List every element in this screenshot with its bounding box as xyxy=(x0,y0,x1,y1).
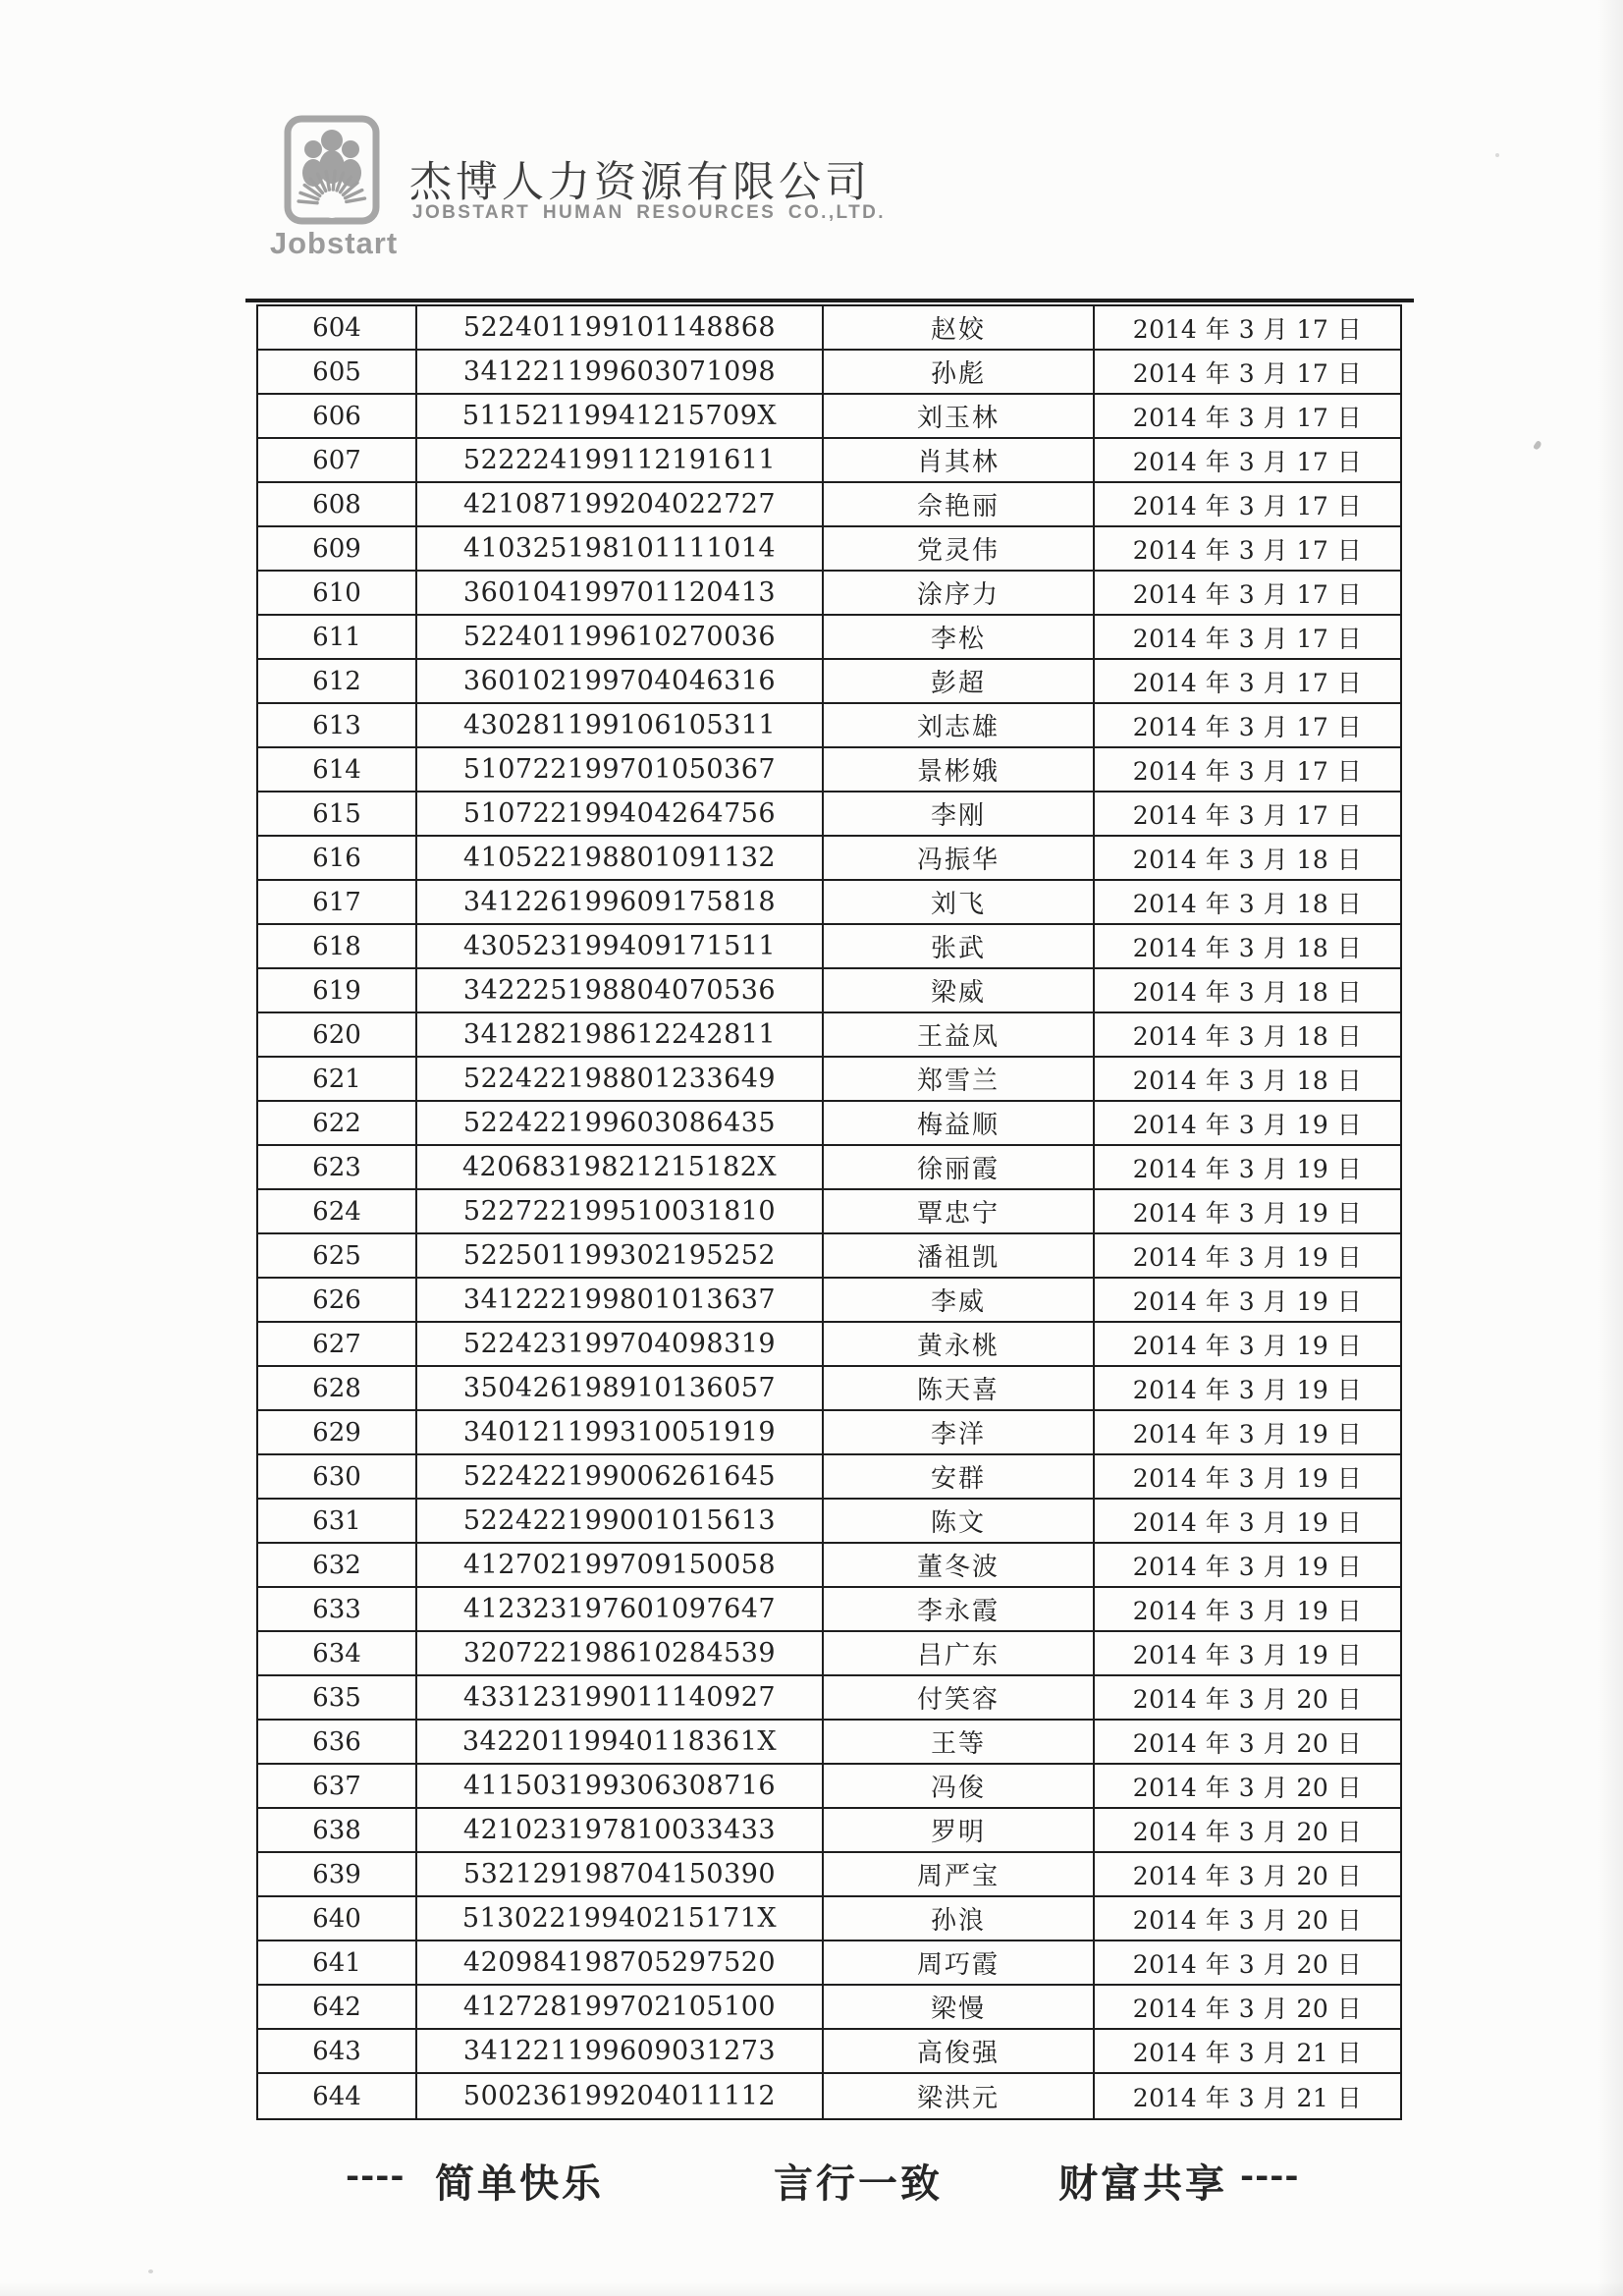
cell-id: 522422199006261645 xyxy=(417,1455,824,1498)
cell-id: 532129198704150390 xyxy=(417,1853,824,1895)
cell-name: 梁威 xyxy=(824,969,1095,1011)
cell-id: 522722199510031810 xyxy=(417,1190,824,1232)
cell-id: 42068319821215182X xyxy=(417,1146,824,1188)
cell-no: 613 xyxy=(258,704,417,746)
cell-date: 2014 年 3 月 17 日 xyxy=(1132,800,1363,830)
roster-table-body xyxy=(258,306,1400,2118)
cell-no: 620 xyxy=(258,1013,417,1056)
cell-id: 522401199610270036 xyxy=(417,616,824,658)
cell-no: 614 xyxy=(258,748,417,791)
cell-date: 2014 年 3 月 17 日 xyxy=(1132,314,1363,344)
cell-date: 2014 年 3 月 18 日 xyxy=(1132,933,1363,962)
cell-no: 626 xyxy=(258,1279,417,1321)
cell-no: 624 xyxy=(258,1190,417,1232)
jobstart-logo-icon xyxy=(283,114,381,226)
table-row xyxy=(258,1676,1400,1721)
cell-name: 罗明 xyxy=(824,1809,1095,1851)
table-row xyxy=(258,572,1400,616)
cell-date: 2014 年 3 月 18 日 xyxy=(1132,1021,1363,1051)
cell-no: 633 xyxy=(258,1588,417,1630)
cell-name: 孙浪 xyxy=(824,1897,1095,1940)
cell-date: 2014 年 3 月 17 日 xyxy=(1132,624,1363,653)
cell-name: 李洋 xyxy=(824,1411,1095,1453)
cell-date: 2014 年 3 月 17 日 xyxy=(1132,712,1363,741)
cell-id: 342225198804070536 xyxy=(417,969,824,1011)
cell-date: 2014 年 3 月 19 日 xyxy=(1132,1419,1363,1449)
table-row xyxy=(258,2030,1400,2074)
cell-id: 522422199603086435 xyxy=(417,1102,824,1144)
cell-name: 梁洪元 xyxy=(824,2074,1095,2118)
table-row xyxy=(258,1500,1400,1544)
cell-date: 2014 年 3 月 19 日 xyxy=(1132,1507,1363,1537)
cell-name: 王益凤 xyxy=(824,1013,1095,1056)
cell-name: 梅益顺 xyxy=(824,1102,1095,1144)
table-row xyxy=(258,1455,1400,1500)
cell-id: 522501199302195252 xyxy=(417,1234,824,1277)
cell-date: 2014 年 3 月 17 日 xyxy=(1132,756,1363,786)
table-row xyxy=(258,969,1400,1013)
cell-date: 2014 年 3 月 17 日 xyxy=(1132,447,1363,476)
cell-no: 607 xyxy=(258,439,417,481)
cell-name: 刘玉林 xyxy=(824,395,1095,437)
cell-date: 2014 年 3 月 21 日 xyxy=(1132,2038,1363,2067)
cell-date: 2014 年 3 月 18 日 xyxy=(1132,977,1363,1007)
cell-no: 643 xyxy=(258,2030,417,2072)
cell-name: 赵姣 xyxy=(824,306,1095,349)
table-row xyxy=(258,1544,1400,1588)
cell-no: 642 xyxy=(258,1986,417,2028)
table-row xyxy=(258,1367,1400,1411)
cell-date: 2014 年 3 月 20 日 xyxy=(1132,1817,1363,1846)
cell-date: 2014 年 3 月 18 日 xyxy=(1132,1066,1363,1095)
cell-date: 2014 年 3 月 17 日 xyxy=(1132,403,1363,432)
cell-name: 李威 xyxy=(824,1279,1095,1321)
cell-id: 430523199409171511 xyxy=(417,925,824,967)
cell-name: 董冬波 xyxy=(824,1544,1095,1586)
cell-date: 2014 年 3 月 19 日 xyxy=(1132,1640,1363,1669)
table-row xyxy=(258,2074,1400,2118)
cell-no: 627 xyxy=(258,1323,417,1365)
cell-no: 618 xyxy=(258,925,417,967)
cell-date: 2014 年 3 月 20 日 xyxy=(1132,1861,1363,1890)
cell-id: 412323197601097647 xyxy=(417,1588,824,1630)
cell-id: 430281199106105311 xyxy=(417,704,824,746)
cell-id: 421023197810033433 xyxy=(417,1809,824,1851)
cell-date: 2014 年 3 月 20 日 xyxy=(1132,1728,1363,1758)
cell-name: 付笑容 xyxy=(824,1676,1095,1719)
cell-id: 34220119940118361X xyxy=(417,1721,824,1763)
cell-name: 潘祖凯 xyxy=(824,1234,1095,1277)
cell-name: 徐丽霞 xyxy=(824,1146,1095,1188)
table-row xyxy=(258,1941,1400,1986)
cell-id: 522422198801233649 xyxy=(417,1058,824,1100)
cell-name: 佘艳丽 xyxy=(824,483,1095,525)
cell-id: 421087199204022727 xyxy=(417,483,824,525)
cell-id: 360102199704046316 xyxy=(417,660,824,702)
roster-table xyxy=(256,304,1402,2120)
cell-name: 党灵伟 xyxy=(824,527,1095,570)
cell-date: 2014 年 3 月 17 日 xyxy=(1132,491,1363,520)
cell-no: 641 xyxy=(258,1941,417,1984)
table-row xyxy=(258,306,1400,351)
table-row xyxy=(258,1411,1400,1455)
cell-no: 608 xyxy=(258,483,417,525)
table-row xyxy=(258,1986,1400,2030)
cell-no: 639 xyxy=(258,1853,417,1895)
table-row xyxy=(258,1058,1400,1102)
cell-name: 刘志雄 xyxy=(824,704,1095,746)
cell-date: 2014 年 3 月 18 日 xyxy=(1132,889,1363,918)
cell-name: 肖其林 xyxy=(824,439,1095,481)
scan-edge-shade xyxy=(0,2282,1623,2296)
cell-date: 2014 年 3 月 21 日 xyxy=(1132,2083,1363,2112)
table-row xyxy=(258,1897,1400,1941)
cell-date: 2014 年 3 月 19 日 xyxy=(1132,1552,1363,1581)
table-row xyxy=(258,1013,1400,1058)
footer-slogan-1: 简单快乐 xyxy=(435,2160,604,2207)
cell-no: 625 xyxy=(258,1234,417,1277)
cell-name: 冯俊 xyxy=(824,1765,1095,1807)
cell-id: 340121199310051919 xyxy=(417,1411,824,1453)
table-row xyxy=(258,439,1400,483)
cell-no: 640 xyxy=(258,1897,417,1940)
cell-id: 433123199011140927 xyxy=(417,1676,824,1719)
cell-name: 周巧霞 xyxy=(824,1941,1095,1984)
cell-id: 350426198910136057 xyxy=(417,1367,824,1409)
cell-id: 522224199112191611 xyxy=(417,439,824,481)
cell-no: 635 xyxy=(258,1676,417,1719)
footer-slogan-3: 财富共享 xyxy=(1058,2160,1227,2207)
table-row xyxy=(258,616,1400,660)
table-row xyxy=(258,1588,1400,1632)
cell-name: 吕广东 xyxy=(824,1632,1095,1674)
cell-id: 51302219940215171X xyxy=(417,1897,824,1940)
cell-id: 510722199404264756 xyxy=(417,793,824,835)
cell-no: 611 xyxy=(258,616,417,658)
cell-name: 景彬娥 xyxy=(824,748,1095,791)
cell-no: 605 xyxy=(258,351,417,393)
table-row xyxy=(258,351,1400,395)
cell-id: 341282198612242811 xyxy=(417,1013,824,1056)
table-row xyxy=(258,483,1400,527)
cell-date: 2014 年 3 月 17 日 xyxy=(1132,668,1363,697)
cell-no: 637 xyxy=(258,1765,417,1807)
cell-no: 616 xyxy=(258,837,417,879)
cell-date: 2014 年 3 月 20 日 xyxy=(1132,1684,1363,1714)
cell-name: 周严宝 xyxy=(824,1853,1095,1895)
cell-no: 631 xyxy=(258,1500,417,1542)
cell-id: 410522198801091132 xyxy=(417,837,824,879)
cell-name: 陈文 xyxy=(824,1500,1095,1542)
cell-no: 630 xyxy=(258,1455,417,1498)
cell-no: 609 xyxy=(258,527,417,570)
scan-speck xyxy=(148,2269,153,2273)
footer-slogan-2: 言行一致 xyxy=(774,2160,943,2207)
table-row xyxy=(258,748,1400,793)
cell-id: 510722199701050367 xyxy=(417,748,824,791)
cell-no: 644 xyxy=(258,2074,417,2118)
cell-name: 涂序力 xyxy=(824,572,1095,614)
cell-id: 341221199603071098 xyxy=(417,351,824,393)
cell-no: 636 xyxy=(258,1721,417,1763)
cell-date: 2014 年 3 月 19 日 xyxy=(1132,1596,1363,1625)
cell-no: 632 xyxy=(258,1544,417,1586)
cell-no: 612 xyxy=(258,660,417,702)
cell-id: 410325198101111014 xyxy=(417,527,824,570)
cell-name: 彭超 xyxy=(824,660,1095,702)
cell-date: 2014 年 3 月 19 日 xyxy=(1132,1198,1363,1228)
table-row xyxy=(258,1632,1400,1676)
footer-dash-left: ---- xyxy=(346,2157,406,2196)
cell-name: 黄永桃 xyxy=(824,1323,1095,1365)
logo-wordmark: Jobstart xyxy=(269,226,399,260)
cell-name: 李刚 xyxy=(824,793,1095,835)
cell-date: 2014 年 3 月 17 日 xyxy=(1132,535,1363,565)
cell-name: 安群 xyxy=(824,1455,1095,1498)
cell-date: 2014 年 3 月 20 日 xyxy=(1132,1773,1363,1802)
table-row xyxy=(258,527,1400,572)
table-row xyxy=(258,1809,1400,1853)
company-name-zh: 杰博人力资源有限公司 xyxy=(409,159,871,206)
cell-id: 522422199001015613 xyxy=(417,1500,824,1542)
cell-date: 2014 年 3 月 19 日 xyxy=(1132,1331,1363,1360)
table-row xyxy=(258,704,1400,748)
cell-no: 621 xyxy=(258,1058,417,1100)
table-row xyxy=(258,1279,1400,1323)
cell-no: 634 xyxy=(258,1632,417,1674)
cell-no: 628 xyxy=(258,1367,417,1409)
cell-date: 2014 年 3 月 19 日 xyxy=(1132,1375,1363,1404)
cell-id: 522423199704098319 xyxy=(417,1323,824,1365)
scan-edge-shade xyxy=(1597,0,1623,2296)
cell-no: 617 xyxy=(258,881,417,923)
cell-no: 622 xyxy=(258,1102,417,1144)
cell-no: 629 xyxy=(258,1411,417,1453)
table-row xyxy=(258,1323,1400,1367)
cell-name: 王等 xyxy=(824,1721,1095,1763)
cell-id: 320722198610284539 xyxy=(417,1632,824,1674)
cell-id: 341222199801013637 xyxy=(417,1279,824,1321)
footer-dash-right: ---- xyxy=(1240,2157,1300,2196)
table-row xyxy=(258,1102,1400,1146)
table-row xyxy=(258,660,1400,704)
cell-date: 2014 年 3 月 19 日 xyxy=(1132,1242,1363,1272)
table-row xyxy=(258,925,1400,969)
cell-date: 2014 年 3 月 19 日 xyxy=(1132,1110,1363,1139)
cell-date: 2014 年 3 月 19 日 xyxy=(1132,1154,1363,1183)
cell-no: 615 xyxy=(258,793,417,835)
cell-no: 604 xyxy=(258,306,417,349)
cell-name: 李松 xyxy=(824,616,1095,658)
cell-date: 2014 年 3 月 20 日 xyxy=(1132,1949,1363,1979)
cell-date: 2014 年 3 月 19 日 xyxy=(1132,1286,1363,1316)
cell-date: 2014 年 3 月 19 日 xyxy=(1132,1463,1363,1493)
scan-speck xyxy=(1495,153,1499,157)
cell-name: 张武 xyxy=(824,925,1095,967)
cell-name: 刘飞 xyxy=(824,881,1095,923)
cell-date: 2014 年 3 月 20 日 xyxy=(1132,1905,1363,1935)
cell-id: 341226199609175818 xyxy=(417,881,824,923)
cell-no: 638 xyxy=(258,1809,417,1851)
table-row xyxy=(258,1190,1400,1234)
cell-no: 623 xyxy=(258,1146,417,1188)
cell-id: 412702199709150058 xyxy=(417,1544,824,1586)
table-row xyxy=(258,1853,1400,1897)
cell-no: 619 xyxy=(258,969,417,1011)
cell-date: 2014 年 3 月 18 日 xyxy=(1132,845,1363,874)
cell-id: 360104199701120413 xyxy=(417,572,824,614)
cell-id: 51152119941215709X xyxy=(417,395,824,437)
table-row xyxy=(258,1146,1400,1190)
cell-id: 412728199702105100 xyxy=(417,1986,824,2028)
table-row xyxy=(258,1765,1400,1809)
cell-id: 341221199609031273 xyxy=(417,2030,824,2072)
cell-id: 411503199306308716 xyxy=(417,1765,824,1807)
table-top-rule xyxy=(245,299,1414,302)
cell-date: 2014 年 3 月 20 日 xyxy=(1132,1994,1363,2023)
table-row xyxy=(258,881,1400,925)
cell-name: 冯振华 xyxy=(824,837,1095,879)
table-row xyxy=(258,1721,1400,1765)
table-row xyxy=(258,837,1400,881)
company-name-en: JOBSTART HUMAN RESOURCES CO.,LTD. xyxy=(412,202,886,223)
cell-name: 郑雪兰 xyxy=(824,1058,1095,1100)
cell-date: 2014 年 3 月 17 日 xyxy=(1132,358,1363,388)
cell-no: 606 xyxy=(258,395,417,437)
cell-name: 李永霞 xyxy=(824,1588,1095,1630)
cell-id: 420984198705297520 xyxy=(417,1941,824,1984)
cell-id: 500236199204011112 xyxy=(417,2074,824,2118)
table-row xyxy=(258,793,1400,837)
cell-name: 梁慢 xyxy=(824,1986,1095,2028)
cell-name: 陈天喜 xyxy=(824,1367,1095,1409)
cell-name: 高俊强 xyxy=(824,2030,1095,2072)
cell-name: 孙彪 xyxy=(824,351,1095,393)
cell-name: 覃忠宁 xyxy=(824,1190,1095,1232)
cell-date: 2014 年 3 月 17 日 xyxy=(1132,579,1363,609)
scan-speck xyxy=(1533,440,1542,451)
table-row xyxy=(258,395,1400,439)
cell-no: 610 xyxy=(258,572,417,614)
table-row xyxy=(258,1234,1400,1279)
cell-id: 522401199101148868 xyxy=(417,306,824,349)
